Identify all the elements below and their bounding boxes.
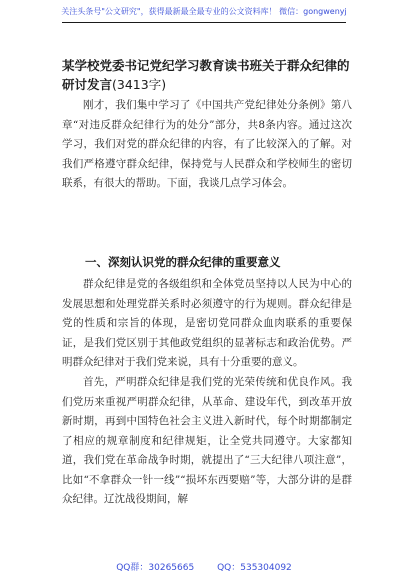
page-header-banner: 关注头条号"公文研究"，获得最新最全最专业的公文资料库！ 微信：gongwenyj [61, 7, 347, 16]
footer-qq: QQ：535304092 [217, 563, 292, 573]
paragraph-body-2: 首先，严明群众纪律是我们党的光荣传统和优良作风。我们党历来重视严明群众纪律，从革命、建设年代，到改革开放新时期，再到中国特色社会主义进入新时代，每个时期都制定了相应的规章制度和纪律规矩，让全党共同遵守。大家都知道，我们党在革命战争时期，就提出了“三大纪律八项注意”，比如“不拿群众一针一线”“损坏东西要赔”等，大部分讲的是群众纪律。辽沈战役期间，解 [62, 376, 352, 505]
paragraph-body-1: 群众纪律是党的各级组织和全体党员坚持以人民为中心的发展思想和处理党群关系时必须遵守的行为规则。群众纪律是党的性质和宗旨的体现，是密切党同群众血肉联系的重要保证，是我们党区别于其他政党组织的显著标志和政治优势。严明群众纪律对于我们党来说，具有十分重要的意义。 [62, 278, 352, 368]
char-count: (3413字) [112, 77, 167, 92]
title-text: 某学校党委书记党纪学习教育读书班关于群众纪律的研讨发言 [62, 58, 350, 92]
header-divider [62, 22, 346, 23]
paragraph-intro: 刚才，我们集中学习了《中国共产党纪律处分条例》第八章“对违反群众纪律行为的处分”部分，共8条内容。通过这次学习，我们对党的群众纪律的内容，有了比较深入的了解。对我们严格遵守群众纪律，保持党与人民群众和学校师生的密切联系，有很大的帮助。下面，我谈几点学习体会。 [62, 99, 352, 189]
document-title [62, 56, 352, 94]
section-heading-1: 一、深刻认识党的群众纪律的重要意义 [85, 255, 281, 269]
footer-qq-group: QQ群：30265665 [116, 563, 195, 573]
page-footer [0, 560, 408, 573]
